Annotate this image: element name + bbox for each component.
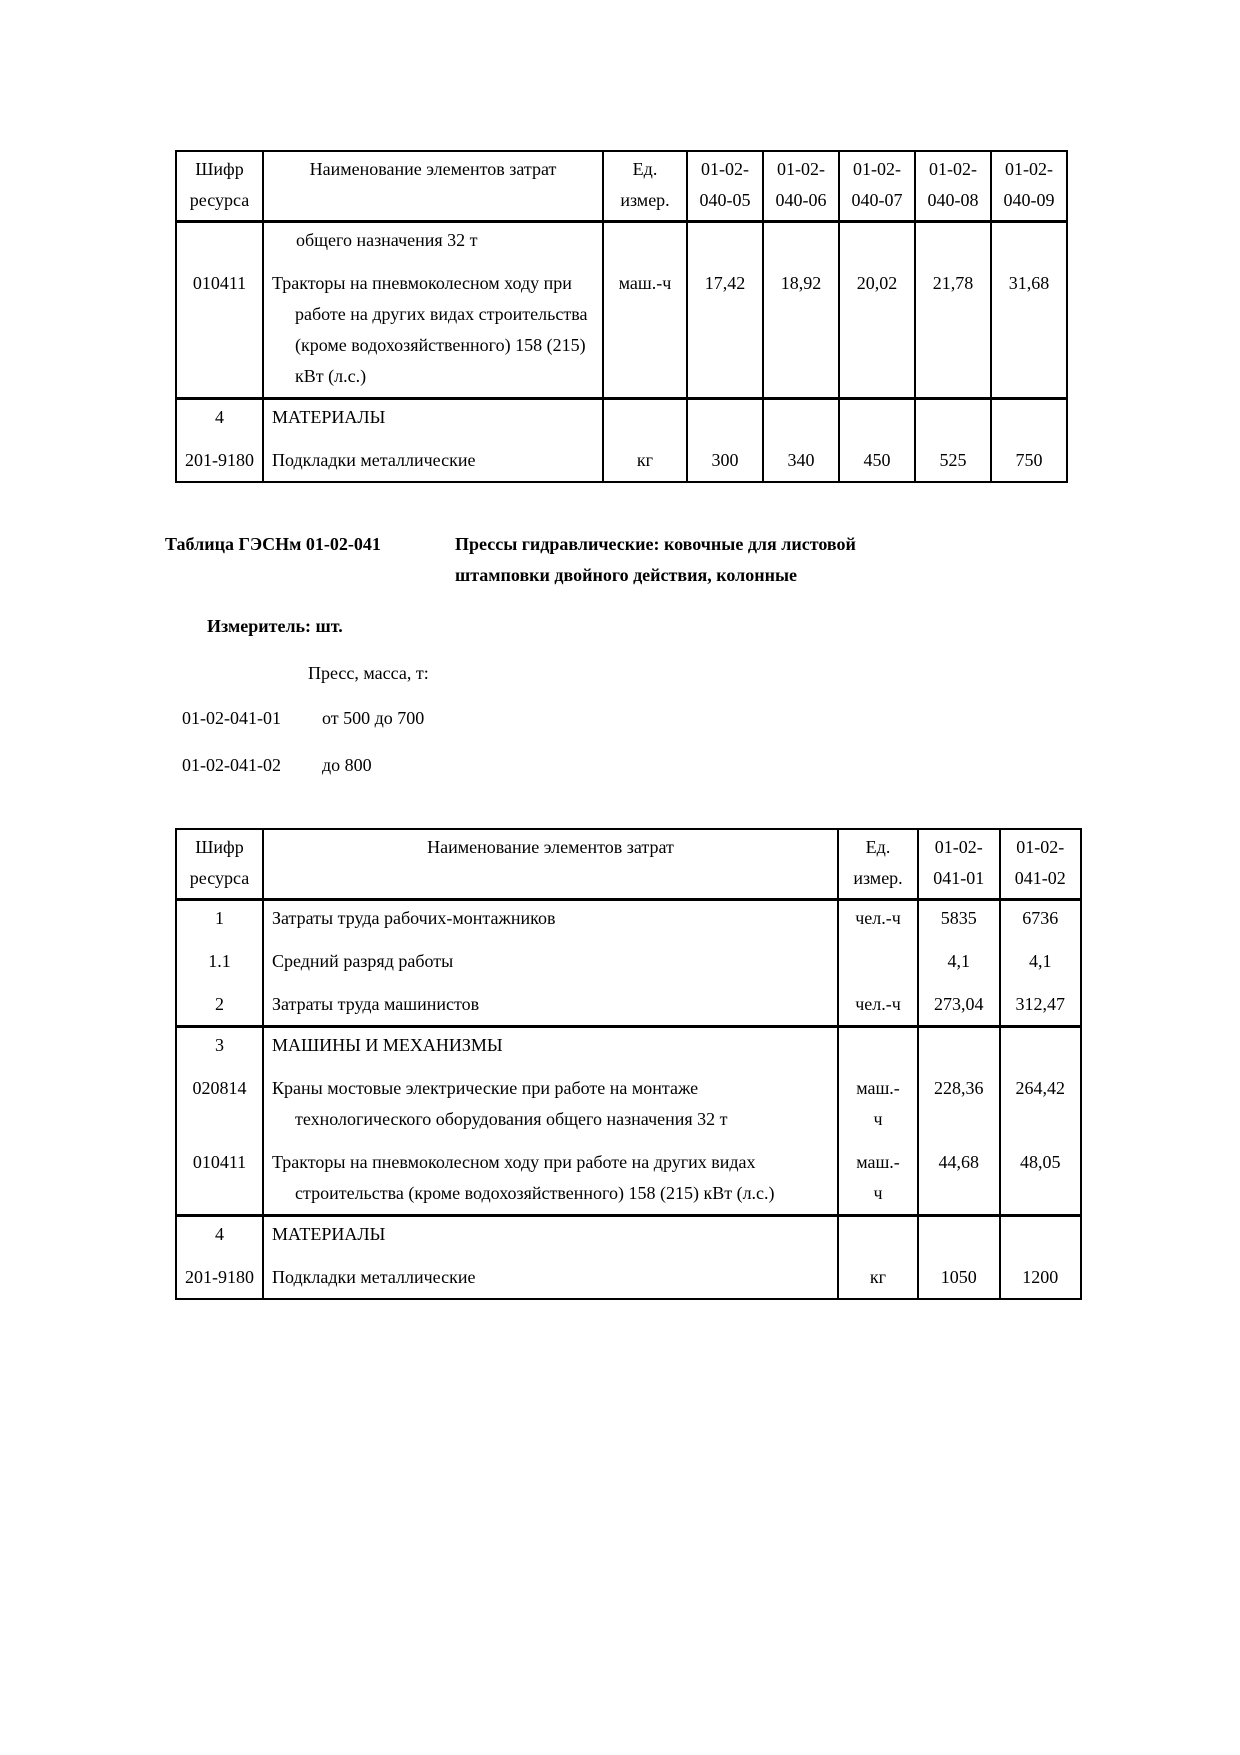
cell-code: 201-9180 xyxy=(176,433,263,482)
cell-code: 010411 xyxy=(176,1135,263,1216)
table2-wrapper xyxy=(175,828,1105,1300)
header-code: Шифр ресурса xyxy=(176,151,263,222)
cell-value xyxy=(687,222,763,257)
header-unit: Ед. измер. xyxy=(603,151,687,222)
document-page xyxy=(165,150,1105,1300)
cell-value: 264,42 xyxy=(1000,1061,1082,1135)
cell-value xyxy=(839,222,915,257)
norm-code: 01-02-041-01 xyxy=(182,708,281,728)
norm-entry xyxy=(175,750,1105,781)
cell-value: 44,68 xyxy=(918,1135,1000,1216)
cell-value: 450 xyxy=(839,433,915,482)
cell-name: Подкладки металлические xyxy=(263,433,603,482)
cell-code: 3 xyxy=(176,1027,263,1062)
cell-unit: чел.-ч xyxy=(838,900,918,935)
cell-unit xyxy=(838,1216,918,1251)
cell-code xyxy=(176,222,263,257)
table-row xyxy=(176,900,1081,935)
cell-unit: маш.-ч xyxy=(838,1135,918,1216)
list-intro: Пресс, масса, т: xyxy=(308,663,429,683)
cell-name: МАТЕРИАЛЫ xyxy=(263,1216,838,1251)
header-col: 01-02-040-05 xyxy=(687,151,763,222)
cell-value: 20,02 xyxy=(839,256,915,399)
table-row-section xyxy=(176,1027,1081,1062)
cell-unit xyxy=(838,1027,918,1062)
table-header-row xyxy=(176,829,1081,900)
cell-value xyxy=(918,1027,1000,1062)
cell-name: Затраты труда машинистов xyxy=(263,977,838,1027)
cell-value: 17,42 xyxy=(687,256,763,399)
measure-label: Измеритель: шт. xyxy=(207,616,343,636)
table-header-row xyxy=(176,151,1067,222)
table-row xyxy=(176,433,1067,482)
cell-value: 273,04 xyxy=(918,977,1000,1027)
header-col: 01-02-040-06 xyxy=(763,151,839,222)
cell-name xyxy=(263,222,603,257)
cell-name: Тракторы на пневмоколесном ходу при работе на других видах строительства (кроме водохозяйственного) 158 (215) кВт (л.с.) xyxy=(263,1135,838,1216)
cell-value: 1050 xyxy=(918,1250,1000,1299)
header-unit: Ед. измер. xyxy=(838,829,918,900)
cell-value xyxy=(687,399,763,434)
cell-value xyxy=(991,222,1067,257)
cell-value xyxy=(915,222,991,257)
table-row-section xyxy=(176,399,1067,434)
cell-value: 21,78 xyxy=(915,256,991,399)
cell-value: 1200 xyxy=(1000,1250,1082,1299)
cell-value: 31,68 xyxy=(991,256,1067,399)
cell-unit xyxy=(603,222,687,257)
cell-value: 312,47 xyxy=(1000,977,1082,1027)
cost-table-041 xyxy=(175,828,1082,1300)
cell-value xyxy=(918,1216,1000,1251)
cell-value xyxy=(1000,1216,1082,1251)
cell-unit: маш.-ч xyxy=(838,1061,918,1135)
table-row xyxy=(176,256,1067,399)
cell-unit xyxy=(603,399,687,434)
cost-table-040 xyxy=(175,150,1068,483)
cell-code: 1 xyxy=(176,900,263,935)
cell-value xyxy=(915,399,991,434)
table-label: Таблица ГЭСНм 01-02-041 xyxy=(165,534,381,554)
cell-name: Краны мостовые электрические при работе на монтаже технологического оборудования общего назначения 32 т xyxy=(263,1061,838,1135)
header-name: Наименование элементов затрат xyxy=(263,151,603,222)
cell-value xyxy=(763,399,839,434)
header-col: 01-02-040-08 xyxy=(915,151,991,222)
cell-value: 6736 xyxy=(1000,900,1082,935)
cell-value: 48,05 xyxy=(1000,1135,1082,1216)
header-col: 01-02-041-02 xyxy=(1000,829,1082,900)
cell-name: Затраты труда рабочих-монтажников xyxy=(263,900,838,935)
norm-entry xyxy=(175,703,1105,734)
cell-name: Средний разряд работы xyxy=(263,934,838,977)
norm-code: 01-02-041-02 xyxy=(182,755,281,775)
table-row xyxy=(176,1250,1081,1299)
cell-value: 4,1 xyxy=(1000,934,1082,977)
row-text-continuation: общего назначения 32 т xyxy=(296,230,478,250)
cell-name: Подкладки металлические xyxy=(263,1250,838,1299)
table-row xyxy=(176,1061,1081,1135)
table-row xyxy=(176,934,1081,977)
section-heading xyxy=(165,529,1105,591)
header-code: Шифр ресурса xyxy=(176,829,263,900)
table-row xyxy=(176,977,1081,1027)
cell-name: МАТЕРИАЛЫ xyxy=(263,399,603,434)
table-title: Прессы гидравлические: ковочные для листовой штамповки двойного действия, колонные xyxy=(455,534,856,585)
cell-value: 4,1 xyxy=(918,934,1000,977)
cell-code: 4 xyxy=(176,1216,263,1251)
cell-value xyxy=(1000,1027,1082,1062)
cell-value: 300 xyxy=(687,433,763,482)
cell-code: 2 xyxy=(176,977,263,1027)
cell-name: Тракторы на пневмоколесном ходу при работе на других видах строительства (кроме водохозяйственного) 158 (215) кВт (л.с.) xyxy=(263,256,603,399)
cell-value xyxy=(763,222,839,257)
cell-value: 18,92 xyxy=(763,256,839,399)
table-row xyxy=(176,1135,1081,1216)
cell-code: 201-9180 xyxy=(176,1250,263,1299)
cell-code: 020814 xyxy=(176,1061,263,1135)
header-col: 01-02-040-09 xyxy=(991,151,1067,222)
norm-desc: до 800 xyxy=(322,755,372,775)
header-name: Наименование элементов затрат xyxy=(263,829,838,900)
cell-unit: кг xyxy=(838,1250,918,1299)
header-col: 01-02-041-01 xyxy=(918,829,1000,900)
cell-unit xyxy=(838,934,918,977)
cell-value xyxy=(991,399,1067,434)
header-col: 01-02-040-07 xyxy=(839,151,915,222)
norm-desc: от 500 до 700 xyxy=(322,708,425,728)
cell-value: 5835 xyxy=(918,900,1000,935)
table-row-section xyxy=(176,1216,1081,1251)
cell-value: 525 xyxy=(915,433,991,482)
table-row xyxy=(176,222,1067,257)
cell-value xyxy=(839,399,915,434)
cell-value: 750 xyxy=(991,433,1067,482)
cell-unit: маш.-ч xyxy=(603,256,687,399)
cell-code: 4 xyxy=(176,399,263,434)
cell-unit: кг xyxy=(603,433,687,482)
cell-value: 228,36 xyxy=(918,1061,1000,1135)
cell-code: 1.1 xyxy=(176,934,263,977)
cell-code: 010411 xyxy=(176,256,263,399)
cell-value: 340 xyxy=(763,433,839,482)
cell-name: МАШИНЫ И МЕХАНИЗМЫ xyxy=(263,1027,838,1062)
cell-unit: чел.-ч xyxy=(838,977,918,1027)
